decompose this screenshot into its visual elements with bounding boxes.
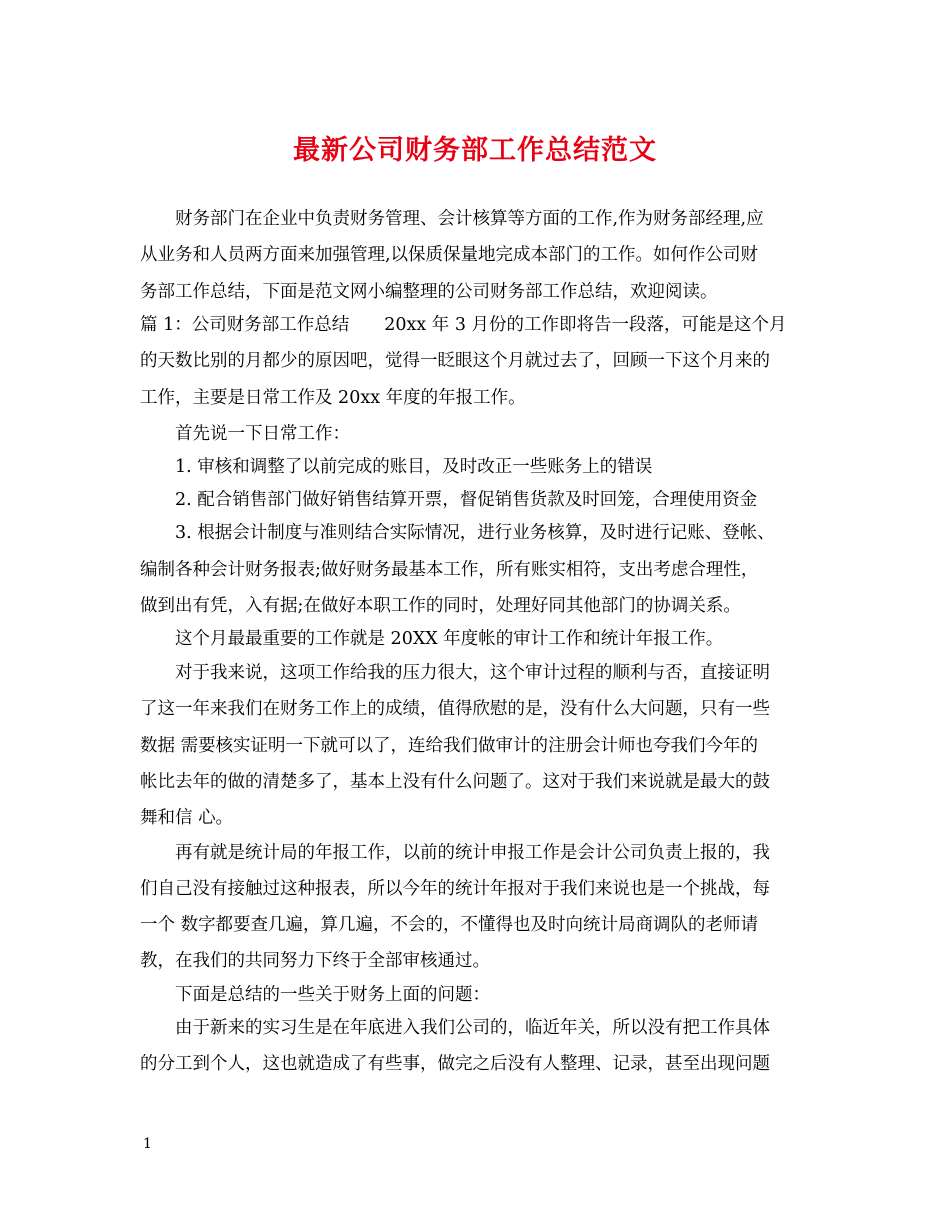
body-line: 篇 1：公司财务部工作总结 20xx 年 3 月份的工作即将告一段落，可能是这个月 <box>140 315 787 335</box>
body-line: 财务部门在企业中负责财务管理、会计核算等方面的工作,作为财务部经理,应 <box>140 209 764 229</box>
body-line: 再有就是统计局的年报工作，以前的统计申报工作是会计公司负责上报的，我 <box>140 843 770 863</box>
page-number: 1 <box>143 1136 152 1152</box>
body-line: 编制各种会计财务报表;做好财务最基本工作，所有账实相符，支出考虑合理性， <box>140 560 759 580</box>
body-line: 下面是总结的一些关于财务上面的问题： <box>140 985 490 1005</box>
body-line: 从业务和人员两方面来加强管理,以保质保量地完成本部门的工作。如何作公司财 <box>140 245 759 265</box>
body-line: 的天数比别的月都少的原因吧，觉得一眨眼这个月就过去了，回顾一下这个月来的 <box>140 351 770 371</box>
body-line: 数据 需要核实证明一下就可以了，连给我们做审计的注册会计师也夸我们今年的 <box>140 736 759 756</box>
body-line: 的分工到个人，这也就造成了有些事，做完之后没有人整理、记录，甚至出现问题 <box>140 1054 770 1074</box>
body-line: 工作，主要是日常工作及 20xx 年度的年报工作。 <box>140 388 526 408</box>
document-title: 最新公司财务部工作总结范文 <box>293 135 657 166</box>
body-line: 教，在我们的共同努力下终于全部审核通过。 <box>140 951 490 971</box>
body-line: 务部工作总结，下面是范文网小编整理的公司财务部工作总结，欢迎阅读。 <box>140 282 718 302</box>
list-item: 3. 根据会计制度与准则结合实际情况，进行业务核算，及时进行记账、登帐、 <box>140 523 775 543</box>
body-line: 由于新来的实习生是在年底进入我们公司的，临近年关，所以没有把工作具体 <box>140 1018 770 1038</box>
body-line: 帐比去年的做的清楚多了，基本上没有什么问题了。这对于我们来说就是最大的鼓 <box>140 772 770 792</box>
body-line: 们自己没有接触过这种报表，所以今年的统计年报对于我们来说也是一个挑战，每 <box>140 879 770 899</box>
body-line: 一个 数字都要查几遍，算几遍，不会的，不懂得也及时向统计局商调队的老师请 <box>140 915 759 935</box>
list-item: 1. 审核和调整了以前完成的账目，及时改正一些账务上的错误 <box>140 457 653 477</box>
body-line: 首先说一下日常工作： <box>140 424 350 444</box>
body-line: 了这一年来我们在财务工作上的成绩，值得欣慰的是，没有什么大问题，只有一些 <box>140 699 770 719</box>
body-line: 这个月最最重要的工作就是 20XX 年度帐的审计工作和统计年报工作。 <box>140 629 724 649</box>
body-line: 做到出有凭，入有据;在做好本职工作的同时，处理好同其他部门的协调关系。 <box>140 596 741 616</box>
body-line: 对于我来说，这项工作给我的压力很大，这个审计过程的顺利与否，直接证明 <box>140 663 770 683</box>
body-line: 舞和信 心。 <box>140 808 234 828</box>
list-item: 2. 配合销售部门做好销售结算开票，督促销售货款及时回笼，合理使用资金 <box>140 490 758 510</box>
